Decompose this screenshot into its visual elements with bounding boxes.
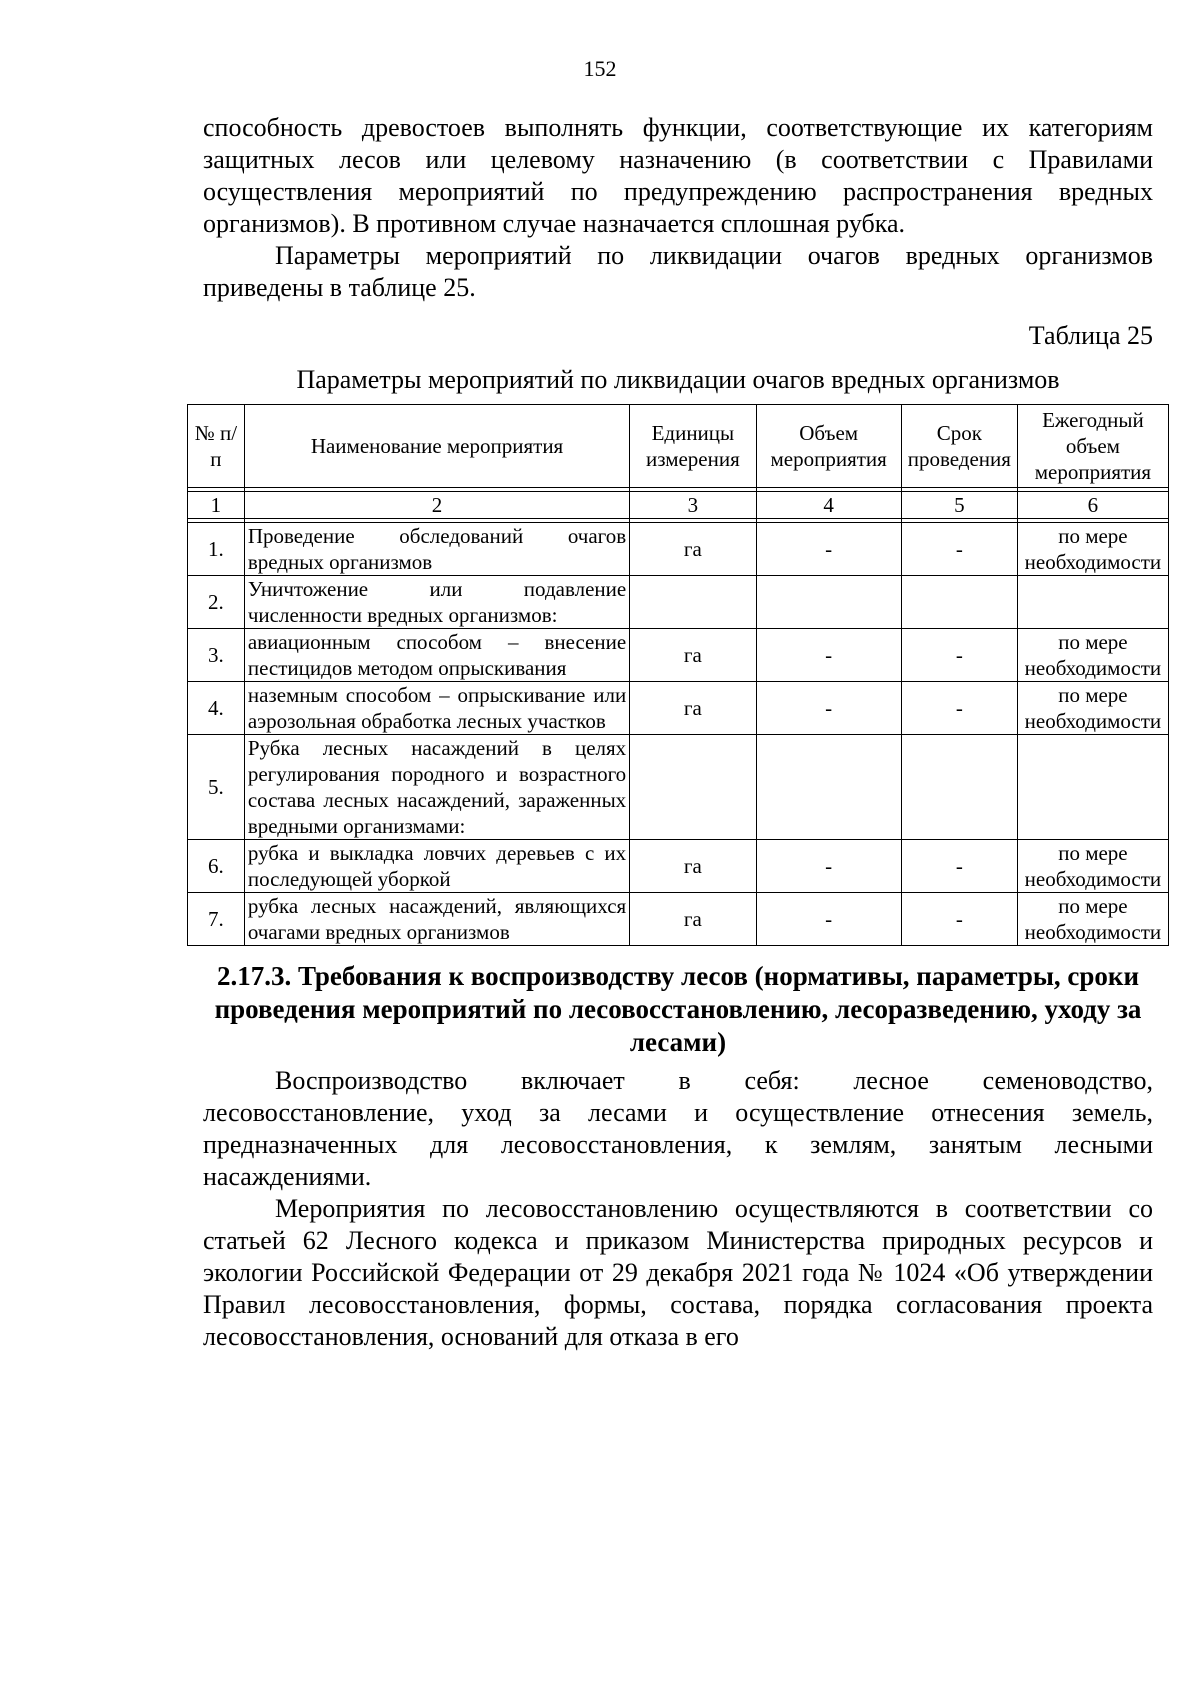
table-label: Таблица 25 bbox=[1028, 321, 1153, 350]
row-volume bbox=[756, 576, 901, 629]
paragraph-reproduction: Воспроизводство включает в себя: лесное семеноводство, лесовосстановление, уход за лесами и осуществление отнесения земель, предназначенных для лесовосстановления, к землям, занятым лесными насаждениями. bbox=[203, 1066, 1153, 1191]
paragraph-table-reference: Параметры мероприятий по ликвидации очагов вредных организмов приведены в таблице 25. bbox=[203, 241, 1153, 302]
row-annual-volume: по мере необходимости bbox=[1017, 893, 1168, 946]
row-annual-volume: по мере необходимости bbox=[1017, 682, 1168, 735]
row-term bbox=[901, 576, 1017, 629]
row-number: 6. bbox=[188, 840, 245, 893]
row-term: - bbox=[901, 840, 1017, 893]
header-unit: Единицы измерения bbox=[630, 405, 756, 488]
table-row bbox=[188, 682, 1169, 735]
paragraph-continuation: способность древостоев выполнять функции, соответствующие их категориям защитных лесов или целевому назначению (в соответствии с Правилами осуществления мероприятий по предупреждению распространения вредных организмов). В противном случае назначается сплошная рубка. bbox=[203, 113, 1153, 238]
row-annual-volume: по мере необходимости bbox=[1017, 629, 1168, 682]
row-number: 1. bbox=[188, 523, 245, 576]
row-volume: - bbox=[756, 682, 901, 735]
column-number: 2 bbox=[244, 492, 629, 519]
row-unit: га bbox=[630, 682, 756, 735]
table-header-row bbox=[188, 405, 1169, 488]
header-activity-name: Наименование мероприятия bbox=[244, 405, 629, 488]
row-number: 2. bbox=[188, 576, 245, 629]
row-unit: га bbox=[630, 629, 756, 682]
row-number: 4. bbox=[188, 682, 245, 735]
table-title: Параметры мероприятий по ликвидации очагов вредных организмов bbox=[296, 365, 1060, 394]
row-annual-volume bbox=[1017, 576, 1168, 629]
row-volume: - bbox=[756, 893, 901, 946]
row-unit: га bbox=[630, 523, 756, 576]
row-number: 7. bbox=[188, 893, 245, 946]
row-activity-name: наземным способом – опрыскивание или аэрозольная обработка лесных участков bbox=[244, 682, 629, 735]
section-heading: 2.17.3. Требования к воспроизводству лесов (нормативы, параметры, сроки проведения мероприятий по лесовосстановлению, лесоразведению, уходу за лесами) bbox=[214, 961, 1142, 1057]
table-row bbox=[188, 629, 1169, 682]
row-activity-name: Рубка лесных насаждений в целях регулирования породного и возрастного состава лесных насаждений, зараженных вредными организмами: bbox=[244, 735, 629, 840]
row-activity-name: Проведение обследований очагов вредных организмов bbox=[244, 523, 629, 576]
column-number-row bbox=[188, 492, 1169, 519]
row-volume: - bbox=[756, 523, 901, 576]
row-unit bbox=[630, 576, 756, 629]
column-number: 4 bbox=[756, 492, 901, 519]
column-number: 5 bbox=[901, 492, 1017, 519]
header-number: № п/п bbox=[188, 405, 245, 488]
row-annual-volume: по мере необходимости bbox=[1017, 840, 1168, 893]
row-unit bbox=[630, 735, 756, 840]
row-term: - bbox=[901, 523, 1017, 576]
row-number: 5. bbox=[188, 735, 245, 840]
table-row bbox=[188, 576, 1169, 629]
table-row bbox=[188, 735, 1169, 840]
row-annual-volume bbox=[1017, 735, 1168, 840]
row-volume bbox=[756, 735, 901, 840]
row-unit: га bbox=[630, 840, 756, 893]
row-volume: - bbox=[756, 840, 901, 893]
table-row bbox=[188, 893, 1169, 946]
paragraph-reforestation: Мероприятия по лесовосстановлению осуществляются в соответствии со статьей 62 Лесного кодекса и приказом Министерства природных ресурсов и экологии Российской Федерации от 29 декабря 2021 года № 1024 «Об утверждении Правил лесовосстановления, формы, состава, порядка согласования проекта лесовосстановления, оснований для отказа в его bbox=[203, 1194, 1153, 1351]
header-term: Срок проведения bbox=[901, 405, 1017, 488]
row-unit: га bbox=[630, 893, 756, 946]
row-term: - bbox=[901, 893, 1017, 946]
column-number: 1 bbox=[188, 492, 245, 519]
row-activity-name: авиационным способом – внесение пестицидов методом опрыскивания bbox=[244, 629, 629, 682]
row-term bbox=[901, 735, 1017, 840]
column-number: 3 bbox=[630, 492, 756, 519]
table-row bbox=[188, 523, 1169, 576]
row-activity-name: рубка и выкладка ловчих деревьев с их последующей уборкой bbox=[244, 840, 629, 893]
row-number: 3. bbox=[188, 629, 245, 682]
row-activity-name: рубка лесных насаждений, являющихся очагами вредных организмов bbox=[244, 893, 629, 946]
parameters-table bbox=[187, 404, 1169, 946]
column-number: 6 bbox=[1017, 492, 1168, 519]
page-number: 152 bbox=[583, 56, 617, 81]
row-volume: - bbox=[756, 629, 901, 682]
header-annual-volume: Ежегодный объем мероприятия bbox=[1017, 405, 1168, 488]
table-row bbox=[188, 840, 1169, 893]
row-annual-volume: по мере необходимости bbox=[1017, 523, 1168, 576]
row-term: - bbox=[901, 682, 1017, 735]
document-body bbox=[194, 112, 1162, 1353]
row-term: - bbox=[901, 629, 1017, 682]
header-volume: Объем мероприятия bbox=[756, 405, 901, 488]
row-activity-name: Уничтожение или подавление численности вредных организмов: bbox=[244, 576, 629, 629]
